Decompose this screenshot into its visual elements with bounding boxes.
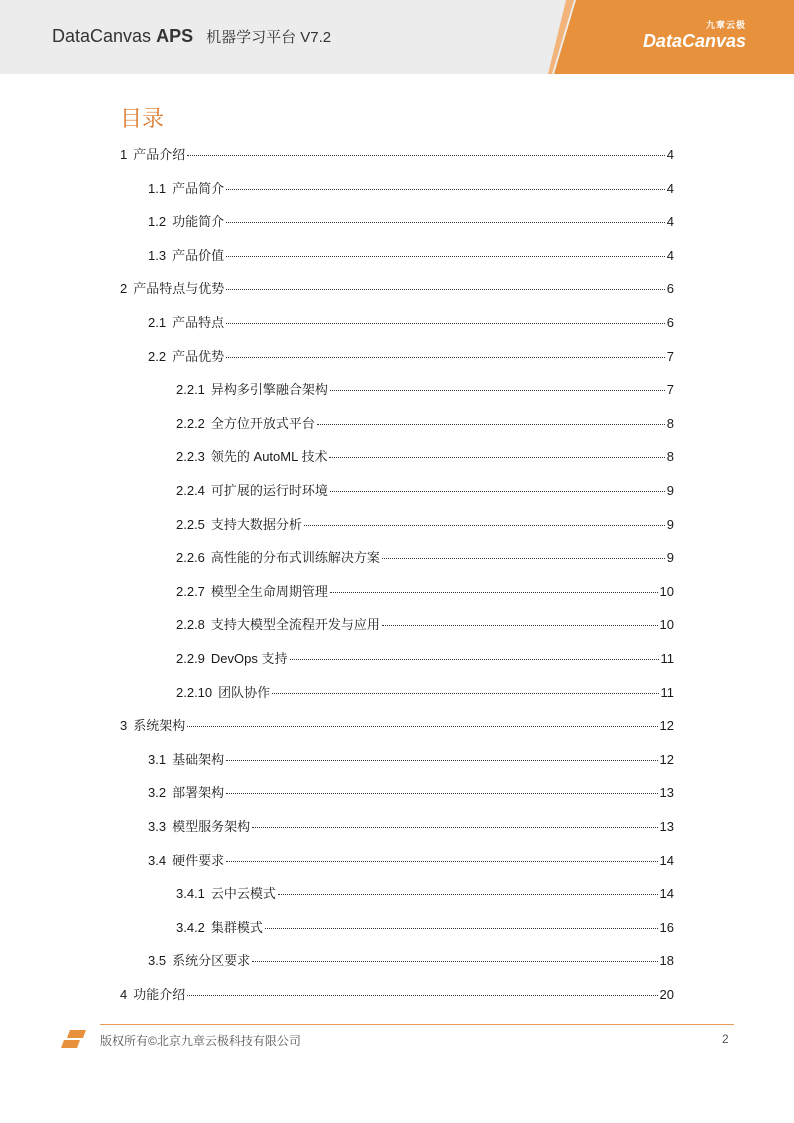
toc-entry-label: 异构多引擎融合架构 [210, 382, 328, 398]
toc-entry-leader [265, 928, 658, 929]
toc-entry-label: 硬件要求 [172, 852, 225, 868]
toc-entry-page: 6 [666, 281, 674, 297]
toc-entry[interactable] [176, 917, 674, 935]
toc-entry-number: 3 [120, 718, 128, 734]
toc-entry-leader [226, 222, 665, 223]
toc-entry-label: 云中云模式 [210, 886, 276, 902]
toc-entry-number: 4 [120, 987, 128, 1002]
toc-entry-label: 支持大数据分析 [210, 516, 302, 532]
toc-entry-page: 11 [660, 651, 674, 666]
toc-entry-label: 功能介绍 [133, 987, 186, 1002]
toc-entry-number: 2.2.3 [176, 449, 205, 465]
toc-entry[interactable] [148, 312, 674, 330]
toc-entry-page: 13 [659, 785, 674, 801]
toc-entry-number: 2.2.9 [176, 651, 205, 666]
toc-entry[interactable] [148, 782, 674, 800]
toc-entry-label: 可扩展的运行时环境 [210, 483, 328, 498]
toc-entry-number: 2.2.4 [176, 483, 205, 498]
toc-entry-page: 16 [659, 919, 674, 935]
toc-entry-number: 2.2.5 [176, 516, 205, 532]
toc-entry[interactable] [148, 346, 674, 364]
toc-entry-leader [226, 760, 657, 761]
toc-entry-leader [226, 861, 657, 862]
toc-entry-label: 团队协作 [218, 684, 271, 700]
header-title [52, 26, 331, 47]
toc-entry-number: 2.2.8 [176, 617, 205, 633]
toc-entry-page: 7 [666, 348, 674, 364]
toc-entry-page: 20 [659, 987, 674, 1002]
toc-entry-leader [252, 961, 657, 962]
toc-entry-label: 产品特点 [172, 315, 225, 330]
toc-entry-leader [330, 390, 665, 391]
toc-entry[interactable] [176, 379, 674, 397]
footer-page-number: 2 [722, 1032, 729, 1046]
toc-entry-leader [382, 625, 658, 626]
toc-entry-label: 功能简介 [172, 214, 225, 230]
toc-entry-page: 8 [666, 449, 674, 465]
toc-entry-leader [226, 357, 665, 358]
brand-logo-en: DataCanvas [642, 31, 746, 51]
toc-entry-leader [330, 491, 665, 492]
toc-entry-number: 2.2.10 [176, 684, 213, 700]
toc-entry-page: 12 [659, 718, 674, 734]
toc-entry-page: 10 [659, 617, 674, 633]
toc-entry-label: 部署架构 [172, 785, 225, 801]
toc-entry-number: 1.2 [148, 214, 167, 230]
toc-entry[interactable] [176, 480, 674, 498]
toc-entry-leader [290, 659, 659, 660]
toc-entry[interactable] [120, 715, 674, 733]
toc-entry-page: 4 [666, 214, 674, 230]
header-title-rest: 机器学习平台 V7.2 [206, 29, 332, 46]
toc-entry[interactable] [148, 950, 674, 968]
toc-entry-leader [330, 592, 658, 593]
toc-entry-leader [187, 155, 665, 156]
toc-entry[interactable] [120, 984, 674, 1002]
toc-entry[interactable] [120, 144, 674, 162]
toc-entry[interactable] [176, 581, 674, 599]
toc-entry[interactable] [148, 211, 674, 229]
toc-entry-number: 1.3 [148, 247, 167, 263]
toc-entry-page: 4 [666, 180, 674, 196]
toc-entry-page: 9 [666, 483, 674, 498]
toc-entry-label: 领先的 AutoML 技术 [210, 449, 328, 465]
toc-entry-number: 3.1 [148, 751, 167, 767]
footer-logo-icon [60, 1030, 94, 1055]
toc-entry-page: 11 [660, 684, 674, 700]
toc-entry[interactable] [176, 614, 674, 632]
toc-entry-number: 2.2.6 [176, 550, 205, 566]
toc-entry-page: 10 [659, 583, 674, 599]
toc-entry-label: 系统架构 [133, 718, 186, 734]
toc-entry[interactable] [176, 883, 674, 901]
toc-entry-label: 高性能的分布式训练解决方案 [210, 550, 380, 566]
toc-entry-label: 全方位开放式平台 [210, 415, 315, 431]
toc-entry-page: 8 [666, 415, 674, 431]
toc-entry-number: 2.1 [148, 315, 167, 330]
toc-entry-page: 14 [659, 886, 674, 902]
toc-entry-leader [329, 457, 664, 458]
toc-entry-leader [226, 189, 665, 190]
toc-entry-leader [317, 424, 665, 425]
toc-entry-page: 6 [666, 315, 674, 330]
toc-entry-leader [382, 558, 665, 559]
toc-entry-number: 2.2.7 [176, 583, 205, 599]
toc-entry[interactable] [148, 178, 674, 196]
toc-entry-page: 4 [666, 247, 674, 263]
toc-entry-number: 2.2 [148, 348, 167, 364]
toc-entry-label: 产品简介 [172, 180, 225, 196]
toc-entry-leader [226, 323, 665, 324]
toc-entry-page: 4 [666, 147, 674, 162]
footer-divider [100, 1024, 734, 1025]
footer-copyright: 版权所有©北京九章云极科技有限公司 [100, 1034, 301, 1048]
toc-entry-label: DevOps 支持 [210, 651, 288, 666]
toc-entry-label: 产品介绍 [133, 147, 186, 162]
header-title-main: DataCanvas [52, 26, 152, 46]
toc-entry[interactable] [148, 245, 674, 263]
toc-entry-number: 1 [120, 147, 128, 162]
toc-entry[interactable] [120, 278, 674, 296]
toc-entry-leader [187, 995, 657, 996]
toc-entry-number: 3.2 [148, 785, 167, 801]
toc-entry-page: 13 [659, 819, 674, 834]
toc-entry-label: 模型全生命周期管理 [210, 583, 328, 599]
brand-logo-block [548, 0, 794, 74]
toc-entry-number: 1.1 [148, 180, 167, 196]
toc-entry-label: 产品特点与优势 [133, 281, 225, 297]
toc-entry[interactable] [176, 648, 674, 666]
toc-entry-leader [252, 827, 657, 828]
toc-entry[interactable] [176, 682, 674, 700]
toc-entry-label: 系统分区要求 [172, 953, 251, 969]
toc-entry[interactable] [148, 749, 674, 767]
toc-entry-label: 集群模式 [210, 919, 263, 935]
toc-entry-label: 产品价值 [172, 247, 225, 263]
toc-entry-leader [226, 289, 665, 290]
header-title-bold: APS [156, 26, 194, 46]
toc-entry-page: 9 [666, 516, 674, 532]
toc-heading: 目录 [120, 106, 165, 131]
toc-entry-number: 3.5 [148, 953, 167, 969]
toc-entry-number: 3.4 [148, 852, 167, 868]
toc-entry[interactable] [176, 547, 674, 565]
toc-entry-leader [272, 693, 658, 694]
toc-entry-page: 9 [666, 550, 674, 566]
toc-entry-number: 3.4.1 [176, 886, 205, 902]
toc-entry-page: 7 [666, 382, 674, 398]
toc-entry-leader [278, 894, 658, 895]
toc-entry[interactable] [148, 850, 674, 868]
toc-entry-number: 3.3 [148, 819, 167, 834]
toc-entry[interactable] [176, 514, 674, 532]
toc-entry-leader [226, 256, 665, 257]
toc-entry-leader [304, 525, 665, 526]
toc-entry-page: 18 [659, 953, 674, 969]
toc-entry-page: 12 [659, 751, 674, 767]
toc-entry-label: 模型服务架构 [172, 819, 251, 834]
toc-entry-leader [226, 793, 657, 794]
toc-entry-number: 3.4.2 [176, 919, 205, 935]
toc-entry-label: 基础架构 [172, 751, 225, 767]
toc-entry[interactable] [176, 413, 674, 431]
toc-entry-page: 14 [659, 852, 674, 868]
toc-entry-label: 产品优势 [172, 348, 225, 364]
toc-entry-number: 2.2.1 [176, 382, 205, 398]
toc-entry[interactable] [176, 446, 674, 464]
toc-entry-number: 2 [120, 281, 128, 297]
toc-entry[interactable] [148, 816, 674, 834]
toc-entry-label: 支持大模型全流程开发与应用 [210, 617, 380, 633]
toc-entry-leader [187, 726, 657, 727]
brand-logo-cn: 九章云极 [705, 20, 746, 30]
toc-entry-number: 2.2.2 [176, 415, 205, 431]
